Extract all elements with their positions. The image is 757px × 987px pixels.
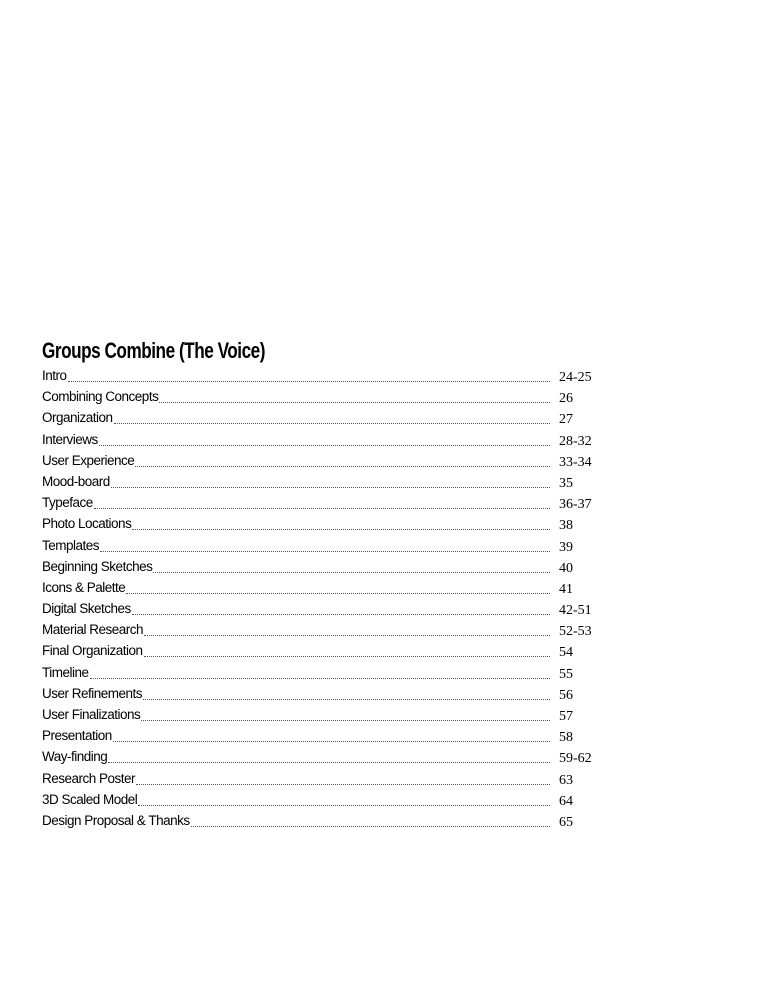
toc-entry-label: Combining Concepts (42, 389, 159, 405)
dot-leader (99, 431, 550, 446)
toc-entry-page: 65 (559, 814, 573, 830)
toc-entry-label: Typeface (42, 495, 93, 511)
toc-entry-leader (42, 791, 550, 812)
toc-entry-label: Final Organization (42, 643, 143, 659)
toc-entry (42, 473, 602, 494)
dot-leader (111, 473, 550, 488)
toc-entry (42, 409, 602, 430)
dot-leader (132, 515, 550, 530)
dot-leader (144, 642, 550, 657)
toc-entry-label: Presentation (42, 728, 112, 744)
toc-entry-leader (42, 621, 550, 642)
toc-entry (42, 770, 602, 791)
toc-entry-label: Mood-board (42, 473, 110, 489)
dot-leader (68, 367, 550, 382)
toc-entry-leader (42, 770, 550, 791)
toc-entry-leader (42, 494, 550, 515)
toc-entry (42, 452, 602, 473)
toc-entry (42, 579, 602, 600)
dot-leader (138, 791, 550, 806)
toc-entry (42, 727, 602, 748)
dot-leader (132, 600, 550, 615)
dot-leader (143, 685, 550, 700)
toc-entry-leader (42, 748, 550, 769)
toc-entry (42, 664, 602, 685)
dot-leader (153, 558, 550, 573)
toc-entry-page: 55 (559, 666, 573, 682)
toc-entry-label: User Finalizations (42, 707, 141, 722)
section-title: Groups Combine (The Voice) (42, 338, 266, 363)
dot-leader (136, 770, 550, 785)
toc-entry-leader (42, 600, 550, 621)
dot-leader (159, 388, 550, 403)
toc-entry-page: 40 (559, 560, 573, 576)
toc-entry (42, 515, 602, 536)
dot-leader (94, 494, 550, 509)
dot-leader (135, 452, 550, 467)
toc-entry-leader (42, 431, 550, 452)
toc-entry-leader (42, 579, 550, 600)
toc-entry-page: 42-51 (559, 603, 592, 619)
toc-entry-label: Interviews (42, 431, 98, 447)
toc-entry-label: Beginning Sketches (42, 558, 153, 574)
toc-entry-page: 38 (559, 518, 573, 534)
toc-entry-page: 36-37 (559, 497, 592, 513)
toc-entry (42, 748, 602, 769)
toc-entry-label: Photo Locations (42, 516, 132, 532)
toc-entry-page: 64 (559, 793, 573, 809)
toc-list (42, 367, 602, 833)
toc-entry-label: Research Poster (42, 770, 136, 786)
toc-entry-page: 28-32 (559, 433, 592, 449)
toc-entry-label: Organization (42, 410, 113, 426)
toc-entry-page: 33-34 (559, 454, 592, 470)
toc-entry-leader (42, 388, 550, 409)
toc-entry-label: User Refinements (42, 685, 143, 701)
toc-entry-leader (42, 706, 550, 727)
dot-leader (90, 664, 550, 679)
toc-entry (42, 367, 602, 388)
toc-entry (42, 706, 602, 727)
toc-entry-label: Templates (42, 537, 100, 553)
toc-entry-leader (42, 367, 550, 388)
toc-entry-leader (42, 515, 550, 536)
toc-entry (42, 431, 602, 452)
toc-entry-label: 3D Scaled Model (42, 791, 138, 807)
dot-leader (114, 409, 550, 424)
toc-entry (42, 812, 602, 833)
toc-entry-leader (42, 409, 550, 430)
toc-entry-leader (42, 537, 550, 558)
toc-entry-label: Icons & Palette (42, 579, 126, 595)
toc-entry (42, 642, 602, 663)
toc-entry-page: 57 (559, 709, 573, 724)
dot-leader (144, 621, 550, 636)
toc-entry-page: 27 (559, 412, 573, 428)
toc-entry (42, 621, 602, 642)
toc-entry-leader (42, 685, 550, 706)
toc-entry-label: User Experience (42, 452, 135, 468)
toc-entry-leader (42, 452, 550, 473)
table-of-contents (42, 337, 602, 833)
toc-entry-label: Design Proposal & Thanks (42, 812, 190, 828)
toc-entry-page: 35 (559, 475, 573, 491)
toc-entry-label: Material Research (42, 622, 144, 638)
toc-entry-page: 59-62 (559, 751, 592, 767)
toc-entry-page: 39 (559, 539, 573, 555)
toc-entry (42, 558, 602, 579)
toc-entry-page: 52-53 (559, 624, 592, 640)
toc-entry-page: 54 (559, 645, 573, 661)
dot-leader (113, 727, 550, 742)
toc-entry (42, 388, 602, 409)
toc-entry (42, 537, 602, 558)
toc-entry-leader (42, 473, 550, 494)
toc-entry (42, 600, 602, 621)
dot-leader (100, 537, 550, 552)
toc-entry-label: Timeline (42, 664, 89, 680)
dot-leader (126, 579, 550, 594)
toc-entry-leader (42, 642, 550, 663)
toc-entry (42, 685, 602, 706)
toc-entry-page: 63 (559, 772, 573, 788)
dot-leader (108, 748, 550, 763)
toc-entry-label: Intro (42, 368, 67, 383)
toc-entry (42, 791, 602, 812)
toc-entry-leader (42, 727, 550, 748)
toc-entry-page: 41 (559, 581, 573, 597)
toc-entry-leader (42, 664, 550, 685)
toc-entry-leader (42, 558, 550, 579)
toc-entry-page: 26 (559, 391, 573, 407)
toc-entry-page: 24-25 (559, 370, 592, 385)
dot-leader (191, 812, 550, 827)
toc-entry-label: Way-finding (42, 749, 108, 765)
toc-entry-label: Digital Sketches (42, 601, 131, 617)
toc-entry-page: 58 (559, 730, 573, 746)
toc-entry-page: 56 (559, 687, 573, 703)
dot-leader (141, 706, 550, 721)
toc-entry-leader (42, 812, 550, 833)
toc-entry (42, 494, 602, 515)
